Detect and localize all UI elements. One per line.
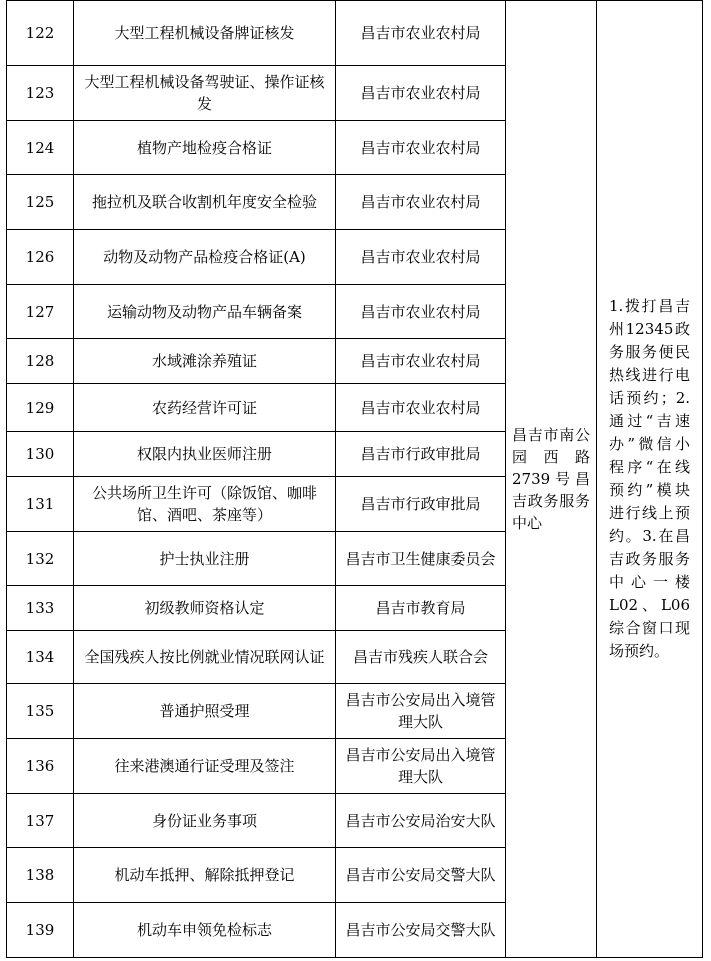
department: 昌吉市教育局 [336,586,506,631]
department: 昌吉市公安局出入境管理大队 [336,684,506,739]
service-name: 动物及动物产品检疫合格证(A) [74,230,336,285]
row-number: 139 [7,903,74,958]
service-address: 昌吉市南公园西路2739号昌吉政务服务中心 [506,1,597,958]
service-name: 全国残疾人按比例就业情况联网认证 [74,631,336,684]
service-name: 护士执业注册 [74,532,336,586]
service-table [6,0,703,958]
row-number: 133 [7,586,74,631]
service-name: 公共场所卫生许可（除饭馆、咖啡馆、酒吧、茶座等） [74,477,336,532]
department: 昌吉市农业农村局 [336,66,506,121]
row-number: 132 [7,532,74,586]
table-body [7,1,703,958]
department: 昌吉市农业农村局 [336,175,506,230]
service-name: 大型工程机械设备驾驶证、操作证核发 [74,66,336,121]
service-name: 植物产地检疫合格证 [74,121,336,175]
service-name: 拖拉机及联合收割机年度安全检验 [74,175,336,230]
department: 昌吉市农业农村局 [336,230,506,285]
department: 昌吉市卫生健康委员会 [336,532,506,586]
service-name: 水域滩涂养殖证 [74,339,336,384]
row-number: 127 [7,285,74,339]
department: 昌吉市公安局出入境管理大队 [336,739,506,794]
service-name: 运输动物及动物产品车辆备案 [74,285,336,339]
row-number: 130 [7,432,74,477]
department: 昌吉市公安局交警大队 [336,903,506,958]
department: 昌吉市公安局交警大队 [336,848,506,903]
table-row [7,1,703,66]
service-name: 初级教师资格认定 [74,586,336,631]
row-number: 138 [7,848,74,903]
department: 昌吉市农业农村局 [336,384,506,432]
service-name: 机动车申领免检标志 [74,903,336,958]
row-number: 124 [7,121,74,175]
department: 昌吉市行政审批局 [336,477,506,532]
row-number: 136 [7,739,74,794]
service-name: 往来港澳通行证受理及签注 [74,739,336,794]
row-number: 131 [7,477,74,532]
department: 昌吉市农业农村局 [336,285,506,339]
booking-method: 1.拨打昌吉州12345政务服务便民热线进行电话预约；2.通过“吉速办”微信小程序“在线预约”模块进行线上预约。3.在昌吉政务服务中心一楼L02、L06综合窗口现场预约。 [597,1,703,958]
service-name: 农药经营许可证 [74,384,336,432]
service-name: 大型工程机械设备牌证核发 [74,1,336,66]
row-number: 122 [7,1,74,66]
row-number: 126 [7,230,74,285]
row-number: 129 [7,384,74,432]
department: 昌吉市行政审批局 [336,432,506,477]
department: 昌吉市公安局治安大队 [336,794,506,848]
service-name: 普通护照受理 [74,684,336,739]
row-number: 125 [7,175,74,230]
service-name: 机动车抵押、解除抵押登记 [74,848,336,903]
row-number: 123 [7,66,74,121]
department: 昌吉市残疾人联合会 [336,631,506,684]
service-name: 权限内执业医师注册 [74,432,336,477]
department: 昌吉市农业农村局 [336,339,506,384]
row-number: 137 [7,794,74,848]
row-number: 134 [7,631,74,684]
department: 昌吉市农业农村局 [336,121,506,175]
row-number: 135 [7,684,74,739]
row-number: 128 [7,339,74,384]
service-name: 身份证业务事项 [74,794,336,848]
department: 昌吉市农业农村局 [336,1,506,66]
